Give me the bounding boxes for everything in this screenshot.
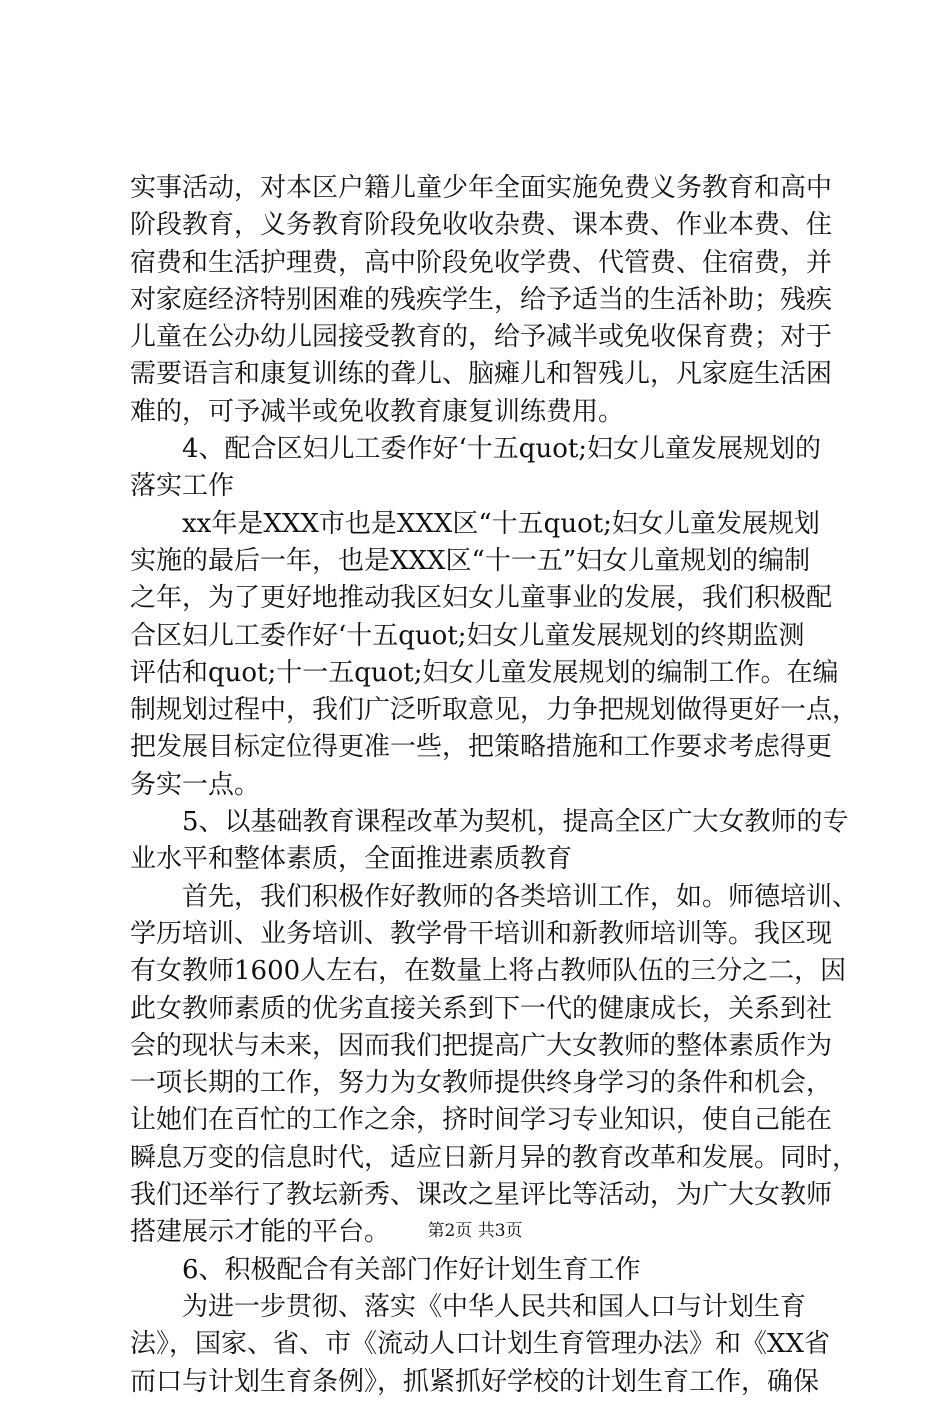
text-line: 4、配合区妇儿工委作好‘十五quot;妇女儿童发展规划的 xyxy=(182,434,822,465)
text-line: 实施的最后一年，也是XXX区“十一五”妇女儿童规划的编制 xyxy=(130,545,811,576)
page-footer: 第2页 共3页 xyxy=(427,1221,523,1241)
text-line: 务实一点。 xyxy=(130,769,261,800)
text-line: 5、以基础教育课程改革为契机，提高全区广大女教师的专 xyxy=(182,807,849,838)
text-line: 此女教师素质的优劣直接关系到下一代的健康成长，关系到社 xyxy=(130,993,833,1024)
text-line: 为进一步贯彻、落实《中华人民共和国人口与计划生育 xyxy=(182,1291,807,1322)
text-line: 会的现状与未来，因而我们把提高广大女教师的整体素质作为 xyxy=(130,1030,833,1061)
text-line: 让她们在百忙的工作之余，挤时间学习专业知识，使自己能在 xyxy=(130,1105,833,1136)
text-line: 首先，我们积极作好教师的各类培训工作，如。师德培训、 xyxy=(182,881,859,912)
text-line: 宿费和生活护理费，高中阶段免收学费、代管费、住宿费，并 xyxy=(130,247,833,278)
text-line: 瞬息万变的信息时代，适应日新月异的教育改革和发展。同时， xyxy=(130,1142,859,1173)
text-line: 合区妇儿工委作好‘十五quot;妇女儿童发展规划的终期监测 xyxy=(130,620,805,651)
text-line: xx年是XXX市也是XXX区“十五quot;妇女儿童发展规划 xyxy=(182,508,820,539)
text-line: 落实工作 xyxy=(130,471,235,502)
text-line: 需要语言和康复训练的聋儿、脑瘫儿和智残儿，凡家庭生活困 xyxy=(130,359,833,390)
text-line: 法》，国家、省、市《流动人口计划生育管理办法》和《XX省 xyxy=(130,1329,831,1360)
text-line: 搭建展示才能的平台。 xyxy=(130,1217,391,1248)
text-line: 学历培训、业务培训、教学骨干培训和新教师培训等。我区现 xyxy=(130,918,833,949)
text-line: 把发展目标定位得更准一些，把策略措施和工作要求考虑得更 xyxy=(130,732,833,763)
text-line: 之年，为了更好地推动我区妇女儿童事业的发展，我们积极配 xyxy=(130,583,833,614)
text-line: 一项长期的工作，努力为女教师提供终身学习的条件和机会， xyxy=(130,1068,833,1099)
text-line: 阶段教育，义务教育阶段免收收杂费、课本费、作业本费、住 xyxy=(130,210,833,241)
text-line: 6、积极配合有关部门作好计划生育工作 xyxy=(182,1254,641,1285)
text-line: 我们还举行了教坛新秀、课改之星评比等活动，为广大女教师 xyxy=(130,1180,833,1211)
text-line: 对家庭经济特别困难的残疾学生，给予适当的生活补助；残疾 xyxy=(130,284,833,315)
text-line: 儿童在公办幼儿园接受教育的，给予减半或免收保育费；对于 xyxy=(130,322,833,353)
text-line: 业水平和整体素质，全面推进素质教育 xyxy=(130,844,573,875)
text-line: 而口与计划生育条例》，抓紧抓好学校的计划生育工作，确保 xyxy=(130,1366,820,1397)
text-line: 评估和quot;十一五quot;妇女儿童发展规划的编制工作。在编 xyxy=(130,657,839,688)
text-line: 实事活动，对本区户籍儿童少年全面实施免费义务教育和高中 xyxy=(130,173,833,203)
text-line: 有女教师1600人左右，在数量上将占教师队伍的三分之二，因 xyxy=(130,956,847,987)
text-line: 难的，可予减半或免收教育康复训练费用。 xyxy=(130,396,625,427)
text-line: 制规划过程中，我们广泛听取意见，力争把规划做得更好一点， xyxy=(130,695,859,726)
